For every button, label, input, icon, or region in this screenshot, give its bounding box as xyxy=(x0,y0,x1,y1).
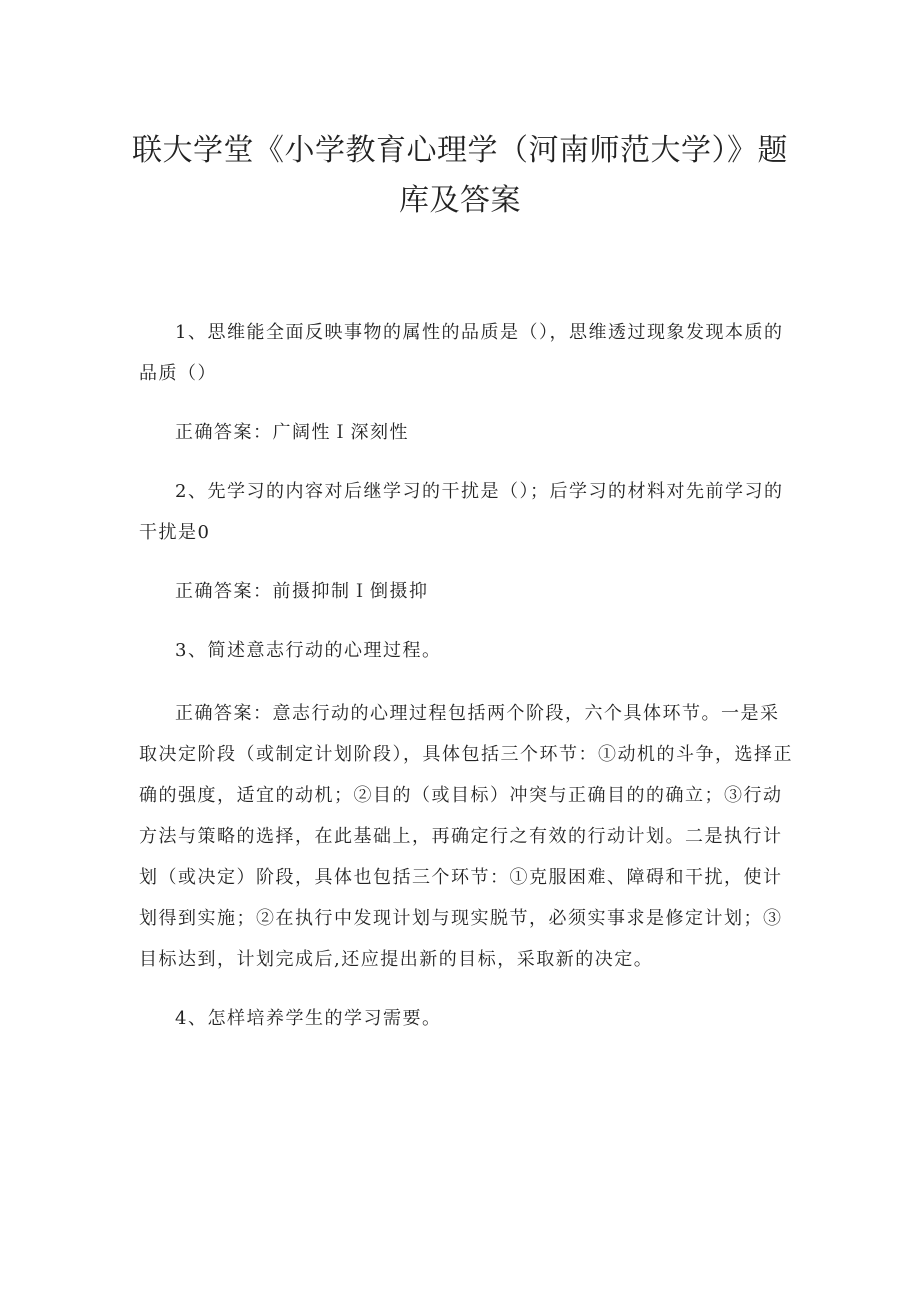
question-3: 3、简述意志行动的心理过程。 xyxy=(175,640,442,661)
answer-3: 正确答案：意志行动的心理过程包括两个阶段，六个具体环节。一是采取决定阶段（或制定计划阶段），具体包括三个环节：①动机的斗争，选择正确的强度，适宜的动机；②目的（或目标）冲突与正确目的的确立；③行动方法与策略的选择，在此基础上，再确定行之有效的行动计划。二是执行计划（或决定）阶段，具体也包括三个环节：①克服困难、障碍和干扰，使计划得到实施；②在执行中发现计划与现实脱节，必须实事求是修定计划；③目标达到，计划完成后,还应提出新的目标，采取新的决定。 xyxy=(139,703,793,970)
document-title: 联大学堂《小学教育心理学（河南师范大学）》题库及答案 xyxy=(132,133,788,218)
answer-1: 正确答案：广阔性Ｉ深刻性 xyxy=(175,422,409,443)
answer-2: 正确答案：前摄抑制Ｉ倒摄抑 xyxy=(175,581,429,602)
question-1: 1、思维能全面反映事物的属性的品质是（），思维透过现象发现本质的品质（） xyxy=(139,322,784,384)
question-4: 4、怎样培养学生的学习需要。 xyxy=(175,1008,442,1029)
document-body xyxy=(139,312,794,1039)
question-2: 2、先学习的内容对后继学习的干扰是（）；后学习的材料对先前学习的干扰是0 xyxy=(139,481,784,543)
